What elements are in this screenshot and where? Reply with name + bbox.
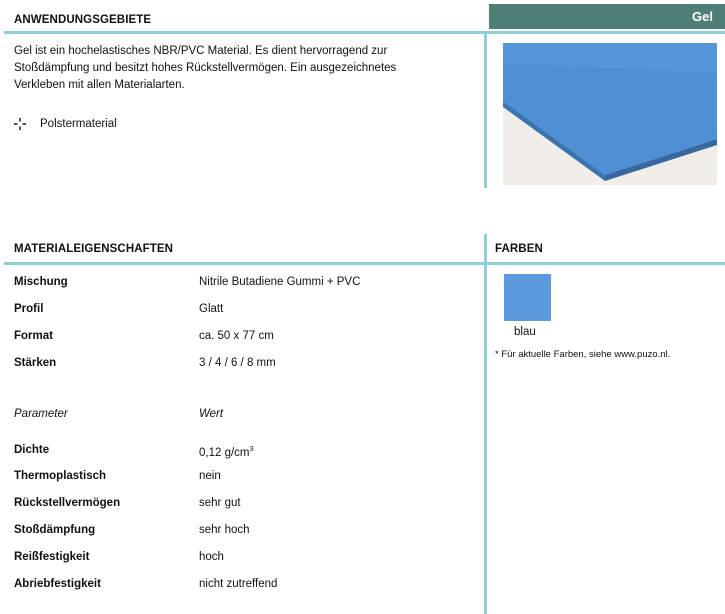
description-line: Stoßdämpfung und besitzt hohes Rückstellvermögen. Ein ausgezeichnetes [14, 62, 397, 74]
header-rule-top [4, 31, 725, 34]
param-key: Dichte [14, 444, 50, 456]
param-value: nein [199, 470, 221, 482]
material-title: Gel [692, 9, 713, 24]
param-key: Rückstellvermögen [14, 497, 121, 509]
param-key: Thermoplastisch [14, 470, 107, 482]
column-divider-top [484, 31, 487, 188]
property-value: Nitrile Butadiene Gummi + PVC [199, 276, 361, 288]
property-value: 3 / 4 / 6 / 8 mm [199, 357, 276, 369]
param-value: sehr gut [199, 497, 241, 509]
application-heading: ANWENDUNGSGEBIETE [14, 14, 152, 26]
material-title-bar [489, 4, 725, 29]
color-swatch-blau [504, 274, 551, 321]
material-sheet-image [503, 43, 717, 185]
colors-note: * Für aktuelle Farben, siehe www.puzo.nl. [495, 349, 671, 360]
param-value: nicht zutreffend [199, 578, 278, 590]
parameter-label: Parameter [14, 408, 68, 420]
diamond-bullet-icon [14, 118, 26, 130]
material-photo [503, 43, 717, 185]
description-line: Verkleben mit allen Materialarten. [14, 79, 185, 91]
property-key: Profil [14, 303, 44, 315]
param-key: Reißfestigkeit [14, 551, 90, 563]
property-value: Glatt [199, 303, 224, 315]
param-key: Abriebfestigkeit [14, 578, 101, 590]
value-label: Wert [199, 408, 224, 420]
colors-heading: FARBEN [495, 243, 543, 255]
property-key: Stärken [14, 357, 57, 369]
param-value: hoch [199, 551, 224, 563]
param-value: sehr hoch [199, 524, 250, 536]
application-description [14, 43, 469, 94]
color-swatch-label: blau [514, 326, 536, 338]
properties-heading: MATERIALEIGENSCHAFTEN [14, 243, 174, 255]
property-value: ca. 50 x 77 cm [199, 330, 274, 342]
param-value: 0,12 $g/cm^3$ [199, 444, 254, 459]
property-key: Mischung [14, 276, 68, 288]
bullet-label: Polstermaterial [40, 118, 117, 130]
description-line: Gel ist ein hochelastisches NBR/PVC Material. Es dient hervorragend zur [14, 45, 388, 57]
application-bullet [14, 118, 117, 130]
param-key: Stoßdämpfung [14, 524, 96, 536]
header-rule-bottom [4, 262, 725, 265]
property-key: Format [14, 330, 53, 342]
column-divider-bottom [484, 234, 487, 614]
